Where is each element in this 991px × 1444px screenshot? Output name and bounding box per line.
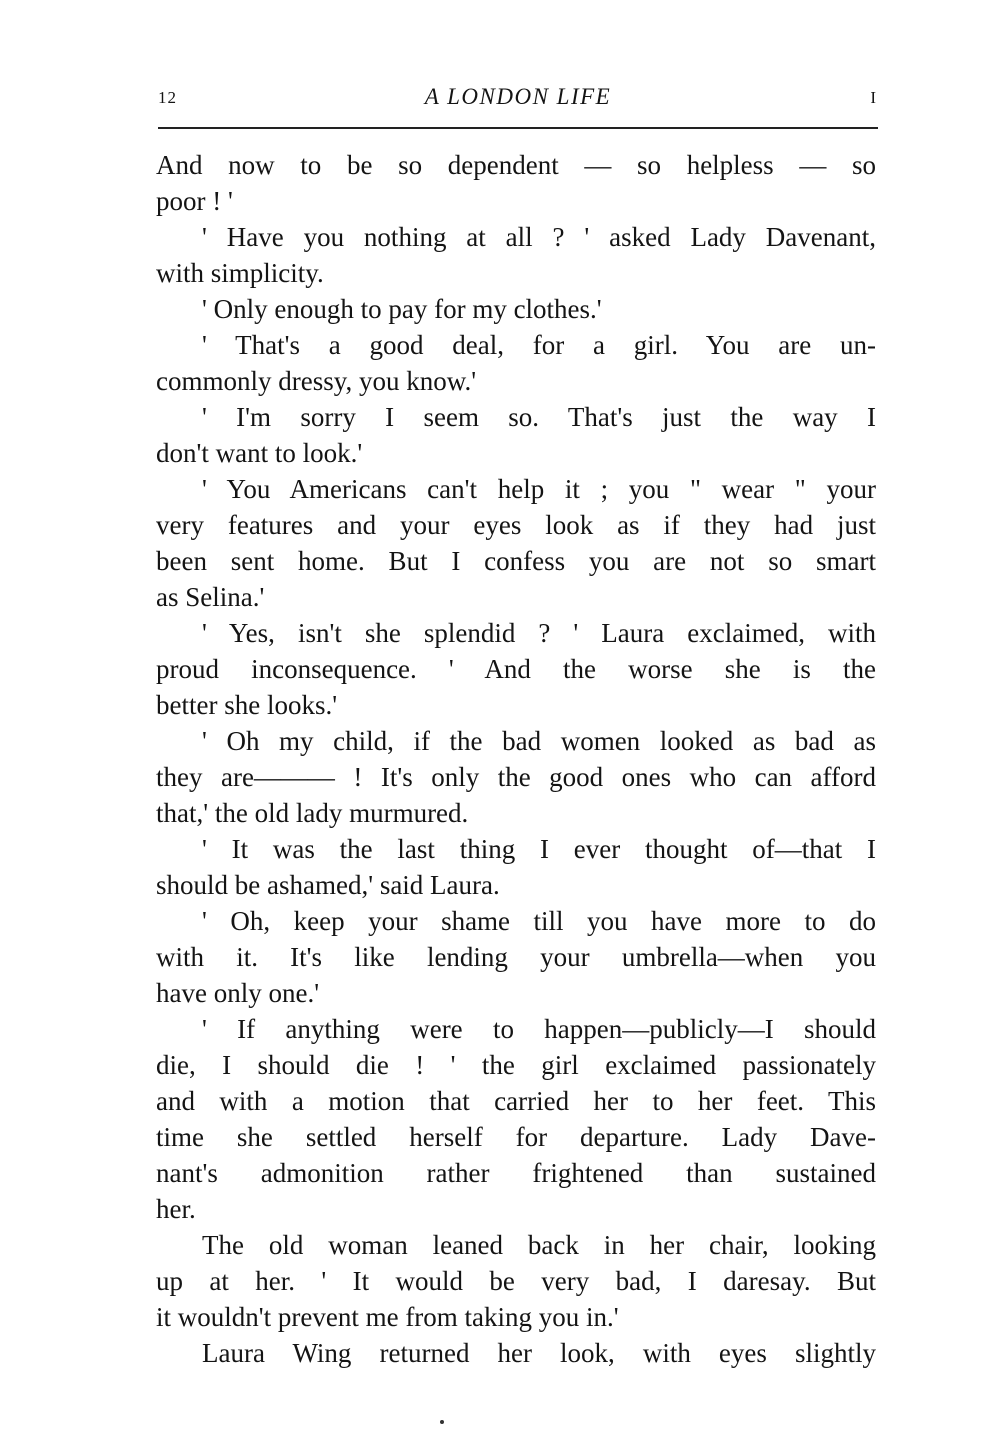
text-line: nant's admonition rather frightened than sustained (156, 1158, 876, 1188)
ink-speck (440, 1420, 444, 1424)
text-line: her. (156, 1194, 196, 1224)
text-line: And now to be so dependent — so helpless — so (156, 150, 876, 180)
text-line: ' Yes, isn't she splendid ? ' Laura exclaimed, with (202, 618, 876, 648)
page-number: 12 (158, 88, 177, 107)
page-header (158, 84, 878, 114)
text-line: Laura Wing returned her look, with eyes slightly (202, 1338, 876, 1368)
header-rule (158, 127, 878, 129)
body-text (156, 147, 876, 1371)
text-line: ' That's a good deal, for a girl. You are un- (202, 330, 876, 360)
text-line: very features and your eyes look as if they had just (156, 510, 876, 540)
text-line: time she settled herself for departure. Lady Dave- (156, 1122, 876, 1152)
text-line: ' Only enough to pay for my clothes.' (202, 294, 602, 324)
text-line: it wouldn't prevent me from taking you in.' (156, 1302, 619, 1332)
text-line: with it. It's like lending your umbrella—when you (156, 942, 876, 972)
text-line: that,' the old lady murmured. (156, 798, 469, 828)
text-line: up at her. ' It would be very bad, I daresay. But (156, 1266, 876, 1296)
text-line: poor ! ' (156, 186, 233, 216)
text-line: ' If anything were to happen—publicly—I should (202, 1014, 876, 1044)
text-line: they are——— ! It's only the good ones who can afford (156, 762, 876, 792)
text-line: proud inconsequence. ' And the worse she is the (156, 654, 876, 684)
text-line: better she looks.' (156, 690, 338, 720)
text-line: should be ashamed,' said Laura. (156, 870, 500, 900)
text-line: die, I should die ! ' the girl exclaimed passionately (156, 1050, 876, 1080)
text-line: ' Oh, keep your shame till you have more to do (202, 906, 876, 936)
text-line: with simplicity. (156, 258, 324, 288)
chapter-number: I (870, 88, 876, 107)
text-line: ' You Americans can't help it ; you " wear " your (202, 474, 876, 504)
text-line: ' It was the last thing I ever thought of—that I (202, 834, 876, 864)
text-line: ' Oh my child, if the bad women looked as bad as (202, 726, 876, 756)
text-line: as Selina.' (156, 582, 265, 612)
text-line: been sent home. But I confess you are not so smart (156, 546, 876, 576)
text-line: don't want to look.' (156, 438, 363, 468)
text-line: commonly dressy, you know.' (156, 366, 477, 396)
text-line: ' I'm sorry I seem so. That's just the way I (202, 402, 876, 432)
running-title: A LONDON LIFE (424, 84, 612, 109)
text-line: The old woman leaned back in her chair, looking (202, 1230, 876, 1260)
text-line: and with a motion that carried her to her feet. This (156, 1086, 876, 1116)
text-line: have only one.' (156, 978, 320, 1008)
text-line: ' Have you nothing at all ? ' asked Lady Davenant, (202, 222, 876, 252)
